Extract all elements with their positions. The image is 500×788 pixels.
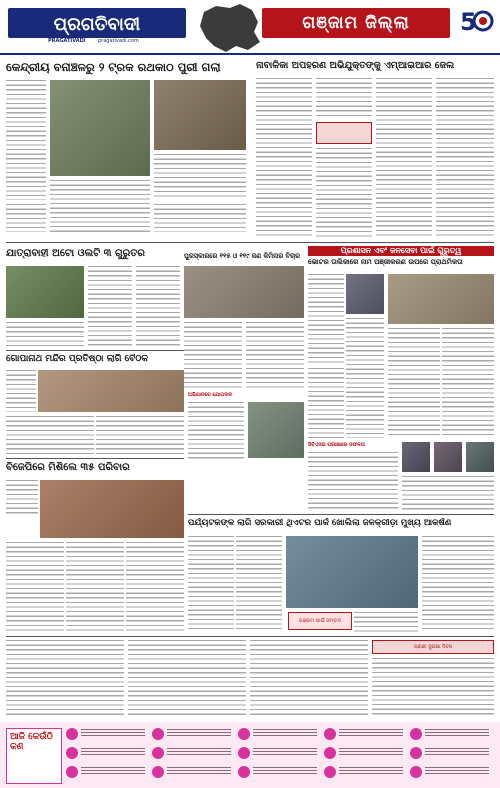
story-6-body-c <box>66 542 124 632</box>
section-rule-4 <box>188 514 494 515</box>
event-text <box>339 729 403 738</box>
event-icon <box>410 747 422 759</box>
event-item[interactable] <box>152 745 234 761</box>
story-3-headline[interactable]: ଯାତ୍ରାବାହୀ ଅଟୋ ଓଲଟି ୩ ଗୁରୁତର <box>6 248 145 259</box>
story-3-body-c <box>136 266 180 346</box>
student-photo-1 <box>402 442 430 472</box>
section-rule-5 <box>6 636 494 637</box>
story-2-body-col-1 <box>256 78 312 238</box>
story-1-body-col-3 <box>154 154 246 200</box>
story-8-body-c <box>388 328 440 438</box>
story-8-body-a <box>308 274 344 364</box>
event-text <box>425 767 489 776</box>
logo-subtitle: PRAGATIVADI <box>48 38 86 44</box>
dateline <box>262 41 494 51</box>
story-7-body-b <box>236 536 282 632</box>
event-item[interactable] <box>410 764 492 780</box>
event-text <box>253 767 317 776</box>
story-9-kicker[interactable]: ଅଭିଯାନରେ ଯୋଗଦାନ <box>188 392 233 398</box>
event-item[interactable] <box>324 764 406 780</box>
event-icon <box>152 747 164 759</box>
story-2-body-col-4 <box>436 78 494 238</box>
event-icon <box>410 766 422 778</box>
story-5-photo-meeting <box>38 370 184 412</box>
event-text <box>253 729 317 738</box>
section-rule-1 <box>6 242 494 243</box>
story-6-photo-party <box>40 480 184 538</box>
event-icon <box>66 747 78 759</box>
story-4-body-b <box>246 322 304 388</box>
story-1-photo-logs <box>50 80 150 176</box>
events-strip-title: ଆଜି କେଉଁଠି କଣ <box>10 732 53 752</box>
event-icon <box>66 728 78 740</box>
event-icon <box>152 766 164 778</box>
story-7-photo-park <box>286 536 418 608</box>
story-2-headline[interactable]: ନାବାଳିକା ଅପହରଣ ଅଭିଯୁକ୍ତଙ୍କୁ ଏମ୍‌ଆଇଆର ଜେଲ <box>256 60 455 71</box>
event-icon <box>152 728 164 740</box>
story-1-body-col-1 <box>6 80 46 200</box>
event-item[interactable] <box>152 726 234 742</box>
event-icon <box>324 747 336 759</box>
event-text <box>253 748 317 757</box>
story-6-body-a <box>6 480 38 516</box>
story-4-photo-group <box>184 266 304 318</box>
story-10-body-b <box>402 476 494 510</box>
lower-story-b <box>128 640 246 718</box>
story-2-callout-box <box>316 122 372 144</box>
event-item[interactable] <box>410 745 492 761</box>
event-text <box>339 748 403 757</box>
story-8-body-b <box>346 318 384 438</box>
section-rule-2 <box>6 350 184 351</box>
story-4-body-a <box>184 322 242 388</box>
event-text <box>167 748 231 757</box>
story-5-headline[interactable]: ଗୋପାନାଥ ମନ୍ଦିର ପ୍ରତିଷ୍ଠା ଲାଗି ବୈଠକ <box>6 354 148 364</box>
student-photo-3 <box>466 442 494 472</box>
story-7-highlight-box: ଗଞ୍ଜାମ ପାଇଁ ସମ୍ବାଦ <box>288 612 352 630</box>
story-1-body-col-2 <box>50 180 150 232</box>
anniversary-emblem-icon <box>456 4 496 38</box>
event-icon <box>410 728 422 740</box>
story-6-headline[interactable]: ବିଜେପିରେ ମିଶିଲେ ୩୫ ପରିବାର <box>6 462 130 473</box>
event-item[interactable] <box>66 745 148 761</box>
event-item[interactable] <box>238 745 320 761</box>
event-icon <box>324 766 336 778</box>
story-8-headline[interactable]: ଭୋଟର ତାଲିକାରେ ନାମ ପଞ୍ଜୀକରଣ ଉପରେ ପ୍ରାଥମିକତା <box>308 258 463 266</box>
district-title-badge <box>262 8 450 38</box>
event-text <box>81 767 145 776</box>
event-text <box>167 729 231 738</box>
event-icon <box>66 766 78 778</box>
event-text <box>425 748 489 757</box>
story-8-banner: ପ୍ରଶାସନ ଏବଂ ଜନସେବା ପାଇଁ ଗୁରୁତ୍ୱ <box>308 246 494 256</box>
story-3-body-b <box>88 266 132 346</box>
story-8-photo-event <box>388 274 494 324</box>
event-icon <box>238 747 250 759</box>
event-text <box>81 748 145 757</box>
story-1-body-col-1b <box>6 204 46 232</box>
lower-story-a <box>6 640 124 718</box>
event-item[interactable] <box>66 726 148 742</box>
event-item[interactable] <box>410 726 492 742</box>
story-3-photo-accident <box>6 266 84 318</box>
story-6-body-b <box>6 542 64 632</box>
story-3-body-a <box>6 322 84 346</box>
masthead-rule <box>0 53 500 55</box>
story-10-body-a <box>308 452 398 510</box>
event-item[interactable] <box>66 764 148 780</box>
event-text <box>167 767 231 776</box>
story-5-body-a <box>6 370 36 412</box>
lower-story-c <box>250 640 368 718</box>
website-link[interactable]: pragativadi.com <box>98 38 139 44</box>
story-4-headline[interactable]: ପୁରସ୍କାରରେ ୧୧୫ ଓ ୧୧୯ ଜଣ କିମିନାର ବିଚାର <box>184 252 301 260</box>
event-item[interactable] <box>238 764 320 780</box>
svg-text:ପ୍ରଗତିବାଦୀ: ପ୍ରଗତିବାଦୀ <box>53 14 141 35</box>
story-7-body-c <box>354 612 418 632</box>
story-7-headline[interactable]: ପର୍ଯ୍ୟଟକଙ୍କ ଲାଗି ସରକାରୀ ଥିଏଟର ପାର୍କ ଖୋଲିଲା ଜଳକ୍ରୀଡ଼ା ମୁଖ୍ୟ ଆକର୍ଷଣ <box>188 518 452 528</box>
story-10-kicker[interactable]: ସିବିଏସଇ ପରୀକ୍ଷାରେ ସଫଳତା <box>308 442 365 448</box>
section-rule-3 <box>6 458 184 459</box>
event-item[interactable] <box>324 726 406 742</box>
event-text <box>425 729 489 738</box>
story-1-photo-truck <box>154 80 246 150</box>
story-5-body-b <box>6 416 94 454</box>
event-text <box>81 729 145 738</box>
story-6-body-d <box>126 542 184 632</box>
event-icon <box>238 728 250 740</box>
story-8-photo-person <box>346 274 384 314</box>
event-icon <box>238 766 250 778</box>
event-item[interactable] <box>152 764 234 780</box>
lower-story-d <box>372 658 494 718</box>
story-8-body-d <box>442 328 494 438</box>
story-7-body-a <box>188 536 234 632</box>
event-item[interactable] <box>238 726 320 742</box>
story-2-body-col-2b <box>316 148 372 238</box>
event-icon <box>324 728 336 740</box>
story-2-body-col-2a <box>316 78 372 118</box>
event-item[interactable] <box>324 745 406 761</box>
story-1-body-col-3b <box>154 204 246 232</box>
story-2-body-col-3 <box>376 78 432 238</box>
story-8-body-e <box>308 368 344 438</box>
district-map-icon <box>196 2 266 54</box>
svg-text:5: 5 <box>460 8 477 36</box>
story-1-headline[interactable]: କେନ୍ଦ୍ରୀୟ ବନାଞ୍ଚଳରୁ ୨ ଟ୍ରକ ରଥକାଠ ପୁରୀ ଗଲା <box>6 60 221 74</box>
newspaper-logo[interactable] <box>8 8 186 38</box>
events-grid <box>66 726 496 784</box>
lower-box-title: ପ୍ରାଣୀ ସୁରକ୍ଷା ଦିବସ <box>372 640 494 654</box>
event-text <box>339 767 403 776</box>
story-7-body-d <box>422 536 494 632</box>
student-photo-2 <box>434 442 462 472</box>
district-title: ଗଞ୍ଜାମ ଜିଲ୍ଲା <box>302 13 410 33</box>
story-9-photo <box>248 402 304 458</box>
story-9-body-a <box>188 402 244 460</box>
story-5-body-c <box>96 416 184 454</box>
